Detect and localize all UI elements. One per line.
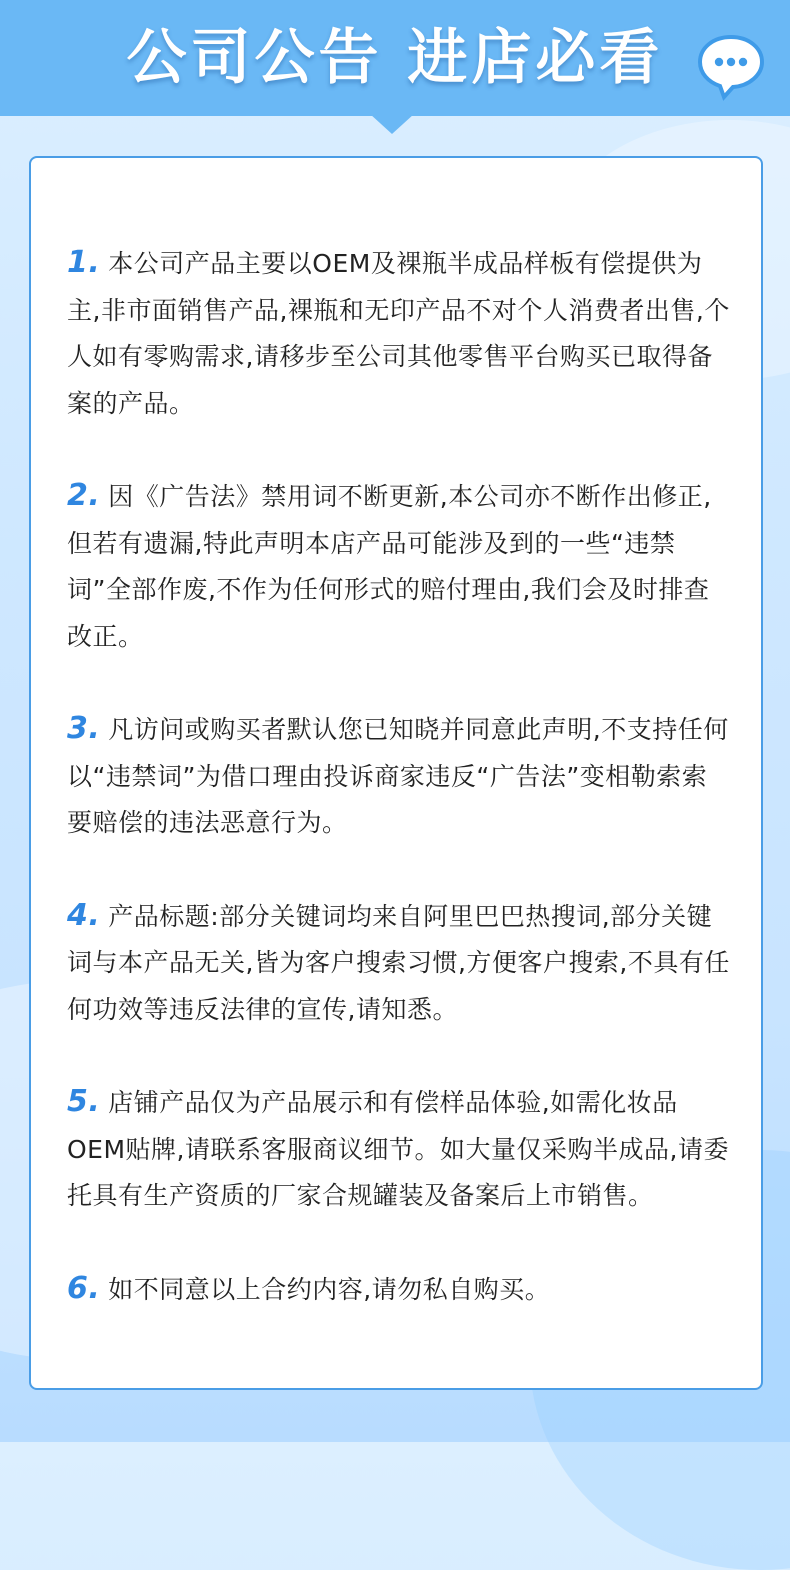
notice-number: 1. xyxy=(67,245,101,280)
notice-item xyxy=(67,1266,731,1314)
notice-text: 如不同意以上合约内容,请勿私自购买。 xyxy=(108,1274,551,1304)
notice-item xyxy=(67,706,731,847)
notice-text: 店铺产品仅为产品展示和有偿样品体验,如需化妆品OEM贴牌,请联系客服商议细节。如大量仅采购半成品,请委托具有生产资质的厂家合规罐装及备案后上市销售。 xyxy=(67,1088,729,1210)
header-banner xyxy=(0,0,790,116)
notice-text: 本公司产品主要以OEM及裸瓶半成品样板有偿提供为主,非市面销售产品,裸瓶和无印产品不对个人消费者出售,个人如有零购需求,请移步至公司其他零售平台购买已取得备案的产品。 xyxy=(67,249,730,418)
notice-number: 5. xyxy=(67,1084,101,1119)
notice-number: 2. xyxy=(67,478,101,513)
notice-text: 凡访问或购买者默认您已知晓并同意此声明,不支持任何以“违禁词”为借口理由投诉商家违反“广告法”变相勒索索要赔偿的违法恶意行为。 xyxy=(67,715,729,837)
notice-item xyxy=(67,893,731,1034)
page-title: 公司公告 进店必看 xyxy=(126,23,664,93)
notice-number: 3. xyxy=(67,711,101,746)
header-pointer xyxy=(370,114,414,134)
notice-number: 4. xyxy=(67,897,101,933)
notice-item xyxy=(67,1079,731,1220)
notice-text: 产品标题:部分关键词均来自阿里巴巴热搜词,部分关键词与本产品无关,皆为客户搜索习惯,方便客户搜索,不具有任何功效等违反法律的宣传,请知悉。 xyxy=(67,901,730,1024)
chat-bubble-icon xyxy=(697,33,765,101)
notice-number: 6. xyxy=(67,1270,101,1306)
notice-item xyxy=(67,240,731,427)
notice-item xyxy=(67,473,731,660)
notice-list xyxy=(67,240,731,1359)
notice-text: 因《广告法》禁用词不断更新,本公司亦不断作出修正,但若有遗漏,特此声明本店产品可能涉及到的一些“违禁词”全部作废,不作为任何形式的赔付理由,我们会及时排查改正。 xyxy=(67,482,712,651)
notice-card xyxy=(29,156,763,1390)
